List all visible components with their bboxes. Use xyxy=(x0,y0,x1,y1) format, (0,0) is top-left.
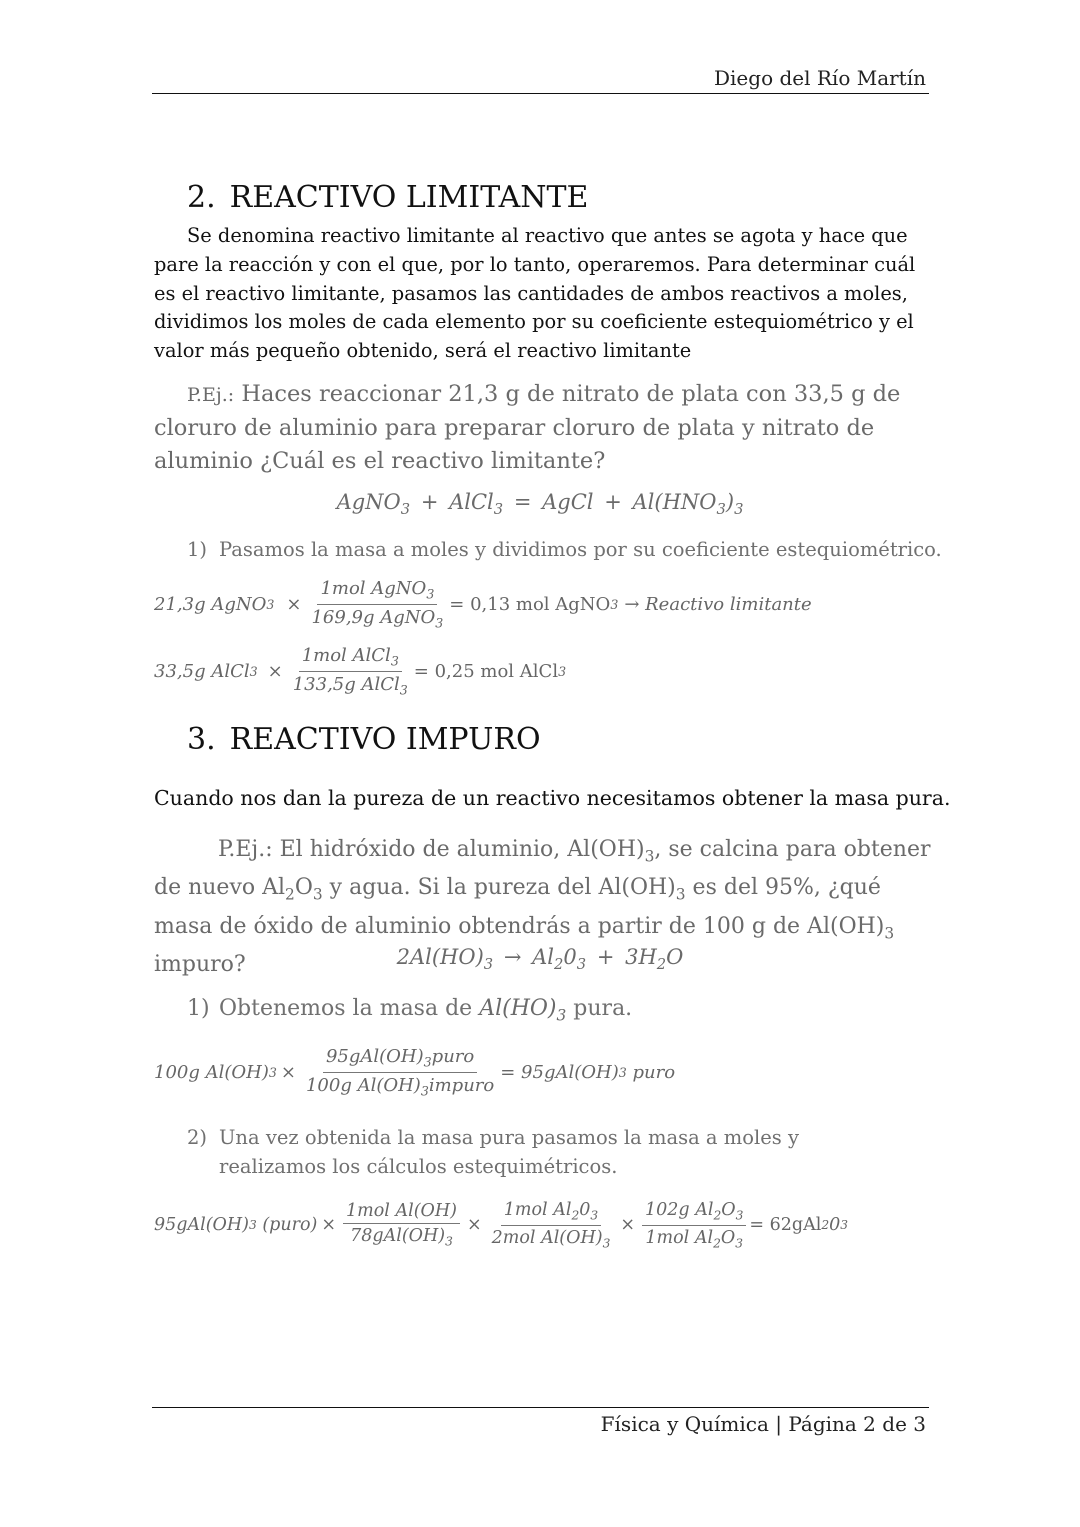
result: = 0,25 mol AlCl xyxy=(413,660,559,682)
step-number: 1) xyxy=(187,538,208,561)
calc-pure-mass: 100g Al(OH) 3 × $\frac{95gAl(OH)_3puro}{100g Al(OH)_3impuro}$ = 95gAl(OH) 3 puro xyxy=(154,1046,676,1099)
product-2: Al(HNO xyxy=(632,490,717,514)
result: = 62gAl xyxy=(749,1215,822,1235)
times-sign: × xyxy=(620,1215,636,1235)
reactant-2-sub: 3 xyxy=(493,501,504,519)
footer-text: Física y Química | Página 2 de 3 xyxy=(600,1412,926,1436)
section-2-step-1 xyxy=(187,538,942,561)
section-2-paragraph-text: Se denomina reactivo limitante al reactivo que antes se agota y hace que pare la reacción y con el que, por lo tanto, operaremos. Para determinar cuál es el reactivo limitante, pasamos las cantidades de ambos reactivos a moles, dividimos los moles de cada elemento por su coeficiente estequiométrico y el valor más pequeño obtenido, será el reactivo limitante xyxy=(154,224,916,363)
fraction-2: $\frac{1mol Al_20_3}{2mol Al(OH)_3}$ xyxy=(491,1200,611,1250)
equals-sign: = xyxy=(513,490,532,514)
product-2-sub2: 3 xyxy=(734,501,744,519)
reaction-equation-1 xyxy=(0,490,1080,518)
plus-sign: + xyxy=(604,490,622,514)
section-3-number: 3. xyxy=(187,722,216,757)
times-sign: × xyxy=(280,1061,296,1083)
fraction: $\frac{1mol AlCl_3}{133,5g AlCl_3}$ xyxy=(292,645,408,698)
result: = 0,13 mol AgNO xyxy=(449,593,611,615)
limiting-note: → Reactivo limitante xyxy=(624,593,812,615)
section-2-paragraph xyxy=(154,222,934,366)
times-sign: × xyxy=(321,1215,337,1235)
plus-sign: + xyxy=(420,490,439,514)
step-text: Pasamos la masa a moles y dividimos por su coeficiente estequiométrico. xyxy=(219,538,942,561)
section-3-title: REACTIVO IMPURO xyxy=(229,722,541,757)
fraction: $\frac{95gAl(OH)_3puro}{100g Al(OH)_3impuro}$ xyxy=(305,1046,495,1099)
section-3-step-1: 1) Obtenemos la masa de $Al(HO)_3$ pura. xyxy=(187,996,633,1025)
section-2-example xyxy=(154,378,944,478)
arrow: → xyxy=(503,945,522,969)
example-text: Haces reaccionar 21,3 g de nitrato de plata con 33,5 g de cloruro de aluminio para preparar cloruro de plata y nitrato de aluminio ¿Cuál es el reactivo limitante? xyxy=(154,381,901,474)
section-2-number: 2. xyxy=(187,180,216,215)
reactant-2: AlCl xyxy=(449,490,494,514)
section-2-heading xyxy=(187,180,588,215)
section-2-title: REACTIVO LIMITANTE xyxy=(229,180,589,215)
reactant-1: AgNO xyxy=(336,490,401,514)
step-text: Una vez obtenida la masa pura pasamos la masa a moles y realizamos los cálculos estequimétricos. xyxy=(219,1126,799,1178)
calc-final-mass: 95gAl(OH) 3 (puro) × $\frac{\text{1mol Al(OH)}}{78gAl(OH)_3}$ × $\frac{1mol Al_20_3}{2mol Al(OH)_3}$ × $\frac{102g Al_2O_3}{1mol Al_2O_3}$ = 62gAl 2 0 3 xyxy=(154,1200,849,1250)
plus-sign: + xyxy=(596,945,615,969)
section-3-heading xyxy=(187,722,541,757)
step-number: 2) xyxy=(187,1126,208,1149)
step-number: 1) xyxy=(187,996,210,1021)
section-3-intro: Cuando nos dan la pureza de un reactivo necesitamos obtener la masa pura. xyxy=(154,786,951,810)
product-1: AgCl xyxy=(542,490,594,514)
header-rule xyxy=(152,93,929,94)
footer-rule xyxy=(152,1407,929,1408)
section-3-step-2 xyxy=(187,1123,907,1181)
fraction-3: $\frac{102g Al_2O_3}{1mol Al_2O_3}$ xyxy=(642,1200,746,1250)
reaction-equation-2: $2Al(HO)_3 \to Al_20_3 + 3H_2O$ xyxy=(396,945,684,974)
fraction: $\frac{1mol AgNO_3}{169,9g AgNO_3}$ xyxy=(311,578,444,631)
reactant-1-sub: 3 xyxy=(400,501,411,519)
calc-alcl3: 33,5g AlCl 3 × $\frac{1mol AlCl_3}{133,5g AlCl_3}$ = 0,25 mol AlCl 3 xyxy=(154,645,567,698)
example-lead: P.Ej.: xyxy=(187,384,235,406)
calc-agno3: 21,3g AgNO 3 × $\frac{1mol AgNO_3}{169,9g AgNO_3}$ = 0,13 mol AgNO 3 → Reactivo limitante xyxy=(154,578,812,631)
fraction-1: $\frac{\text{1mol Al(OH)}}{78gAl(OH)_3}$ xyxy=(343,1201,460,1249)
times-sign: × xyxy=(286,593,302,615)
section-3-example: P.Ej.: El hidróxido de aluminio, $Al(OH)_3$, se calcina para obtener de nuevo $Al_2O_3$ y agua. Si la pureza del $Al(OH)_3$ es del 95%, ¿qué masa de óxido de aluminio obtendrás a partir de 100 g de $Al(OH)_3$ impuro? xyxy=(154,837,931,978)
times-sign: × xyxy=(267,660,283,682)
times-sign: × xyxy=(466,1215,482,1235)
product-2-close: ) xyxy=(725,490,735,514)
product-2-sub: 3 xyxy=(716,501,726,519)
header-author: Diego del Río Martín xyxy=(714,66,926,90)
